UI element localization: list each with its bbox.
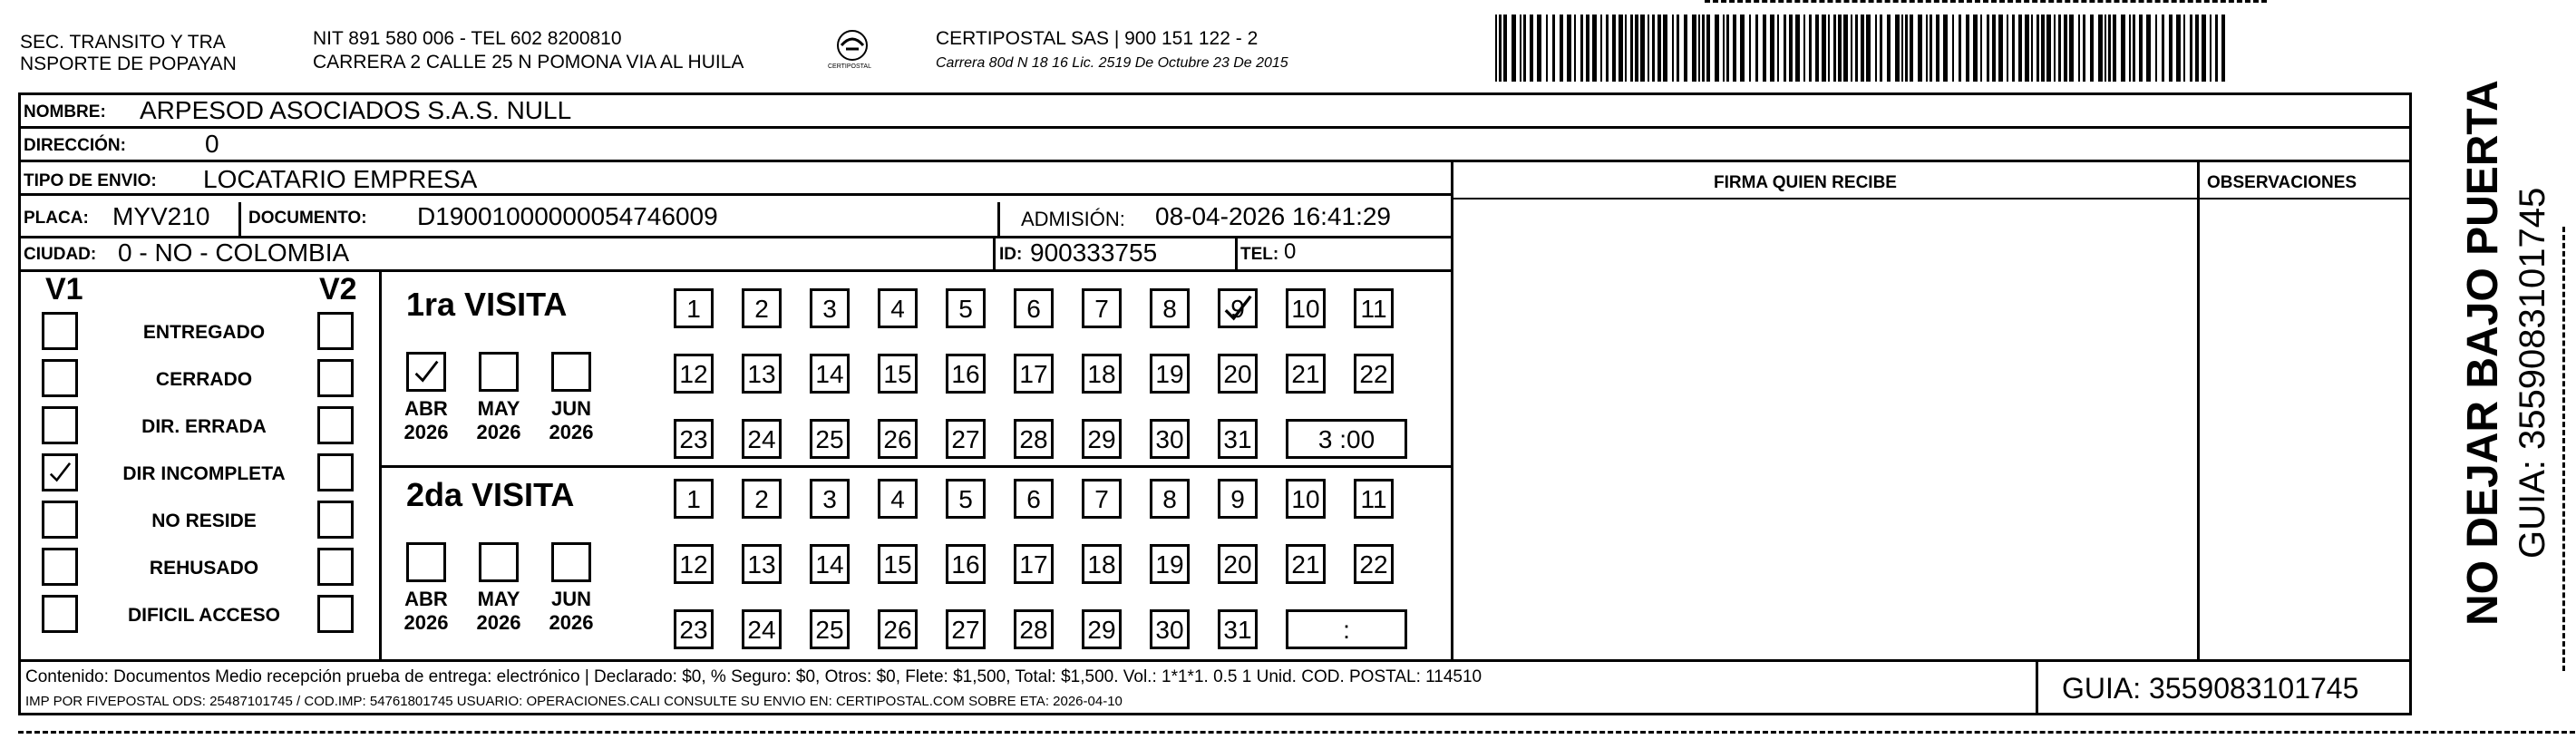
status-label: ENTREGADO	[142, 322, 266, 343]
side-guia: GUIA: 3559083101745	[2513, 187, 2552, 559]
day-box[interactable]: 13	[742, 354, 782, 394]
admision-value: 08-04-2026 16:41:29	[1155, 202, 1391, 230]
status-label: DIFICIL ACCESO	[127, 605, 280, 626]
day-box[interactable]: 20	[1218, 354, 1258, 394]
day-box[interactable]: 10	[1286, 288, 1326, 328]
day-box[interactable]: 23	[674, 609, 714, 649]
day-box[interactable]: 6	[1014, 479, 1054, 519]
day-box[interactable]: 30	[1150, 609, 1190, 649]
cut-line-side	[2562, 227, 2565, 671]
day-box[interactable]: 21	[1286, 354, 1326, 394]
tel-value: 0	[1284, 239, 1297, 264]
status-label: DIR. ERRADA	[141, 416, 267, 437]
month-checkbox[interactable]	[551, 542, 591, 582]
day-box[interactable]: 8	[1150, 288, 1190, 328]
documento-label: DOCUMENTO:	[248, 209, 367, 228]
day-box[interactable]: 25	[810, 609, 850, 649]
month-checkbox[interactable]	[406, 352, 446, 392]
day-box[interactable]: 28	[1014, 609, 1054, 649]
no-dejar-bajo-puerta: NO DEJAR BAJO PUERTA	[2459, 80, 2507, 626]
day-box[interactable]: 20	[1218, 544, 1258, 584]
time-box[interactable]: 3 :00	[1286, 419, 1407, 459]
month-year: 2026	[549, 611, 594, 634]
day-box[interactable]: 9	[1218, 479, 1258, 519]
day-box[interactable]: 17	[1014, 544, 1054, 584]
day-box[interactable]: 4	[878, 479, 918, 519]
day-box[interactable]: 12	[674, 354, 714, 394]
time-box[interactable]: :	[1286, 609, 1407, 649]
documento-value: D19001000000054746009	[417, 202, 718, 230]
tipo-envio-label: TIPO DE ENVIO:	[24, 171, 157, 190]
day-box[interactable]: 24	[742, 609, 782, 649]
day-box[interactable]: 24	[742, 419, 782, 459]
v2-checkbox[interactable]	[317, 406, 354, 444]
company-line: CERTIPOSTAL SAS | 900 151 122 - 2	[936, 28, 1259, 49]
day-box[interactable]: 10	[1286, 479, 1326, 519]
month-year: 2026	[403, 611, 449, 634]
month-checkbox[interactable]	[551, 352, 591, 392]
day-box[interactable]: 14	[810, 544, 850, 584]
ciudad-label: CIUDAD:	[24, 245, 97, 264]
day-box[interactable]: 14	[810, 354, 850, 394]
firma-header: FIRMA QUIEN RECIBE	[1714, 173, 1897, 192]
day-box[interactable]: 5	[946, 479, 986, 519]
day-box[interactable]: 12	[674, 544, 714, 584]
cut-line-bottom	[18, 731, 2575, 736]
v2-checkbox[interactable]	[317, 501, 354, 539]
day-box[interactable]: 26	[878, 419, 918, 459]
day-box[interactable]: 28	[1014, 419, 1054, 459]
v1-label: V1	[45, 272, 83, 306]
day-box[interactable]: 3	[810, 479, 850, 519]
day-check-mark	[1218, 288, 1258, 328]
day-box[interactable]: 22	[1354, 354, 1394, 394]
id-value: 900333755	[1030, 238, 1158, 267]
day-box[interactable]: 9	[1218, 288, 1258, 328]
v1-checkbox[interactable]	[42, 595, 78, 633]
nit-line: NIT 891 580 006 - TEL 602 8200810	[313, 28, 622, 49]
day-box[interactable]: 5	[946, 288, 986, 328]
barcode	[1492, 15, 2231, 82]
day-box[interactable]: 16	[946, 544, 986, 584]
day-box[interactable]: 3	[810, 288, 850, 328]
day-box[interactable]: 16	[946, 354, 986, 394]
visit2-title: 2da VISITA	[406, 476, 575, 513]
day-box[interactable]: 22	[1354, 544, 1394, 584]
status-label: NO RESIDE	[151, 511, 257, 531]
nombre-label: NOMBRE:	[24, 102, 106, 122]
day-box[interactable]: 13	[742, 544, 782, 584]
month-year: 2026	[549, 421, 594, 443]
ciudad-value: 0 - NO - COLOMBIA	[118, 238, 350, 267]
direccion-value: 0	[205, 130, 219, 158]
side-panel	[2407, 80, 2571, 653]
month-label: MAY	[477, 397, 520, 420]
v2-checkbox[interactable]	[317, 453, 354, 491]
license-line: Carrera 80d N 18 16 Lic. 2519 De Octubre 23 De 2015	[936, 55, 1288, 71]
day-box[interactable]: 11	[1354, 288, 1394, 328]
day-box[interactable]: 21	[1286, 544, 1326, 584]
month-checkbox[interactable]	[479, 352, 519, 392]
tel-label: TEL:	[1240, 245, 1279, 264]
month-year: 2026	[403, 421, 449, 443]
day-box[interactable]: 7	[1082, 479, 1122, 519]
day-box[interactable]: 31	[1218, 609, 1258, 649]
month-year: 2026	[476, 421, 521, 443]
day-box[interactable]: 26	[878, 609, 918, 649]
sender-line-1: SEC. TRANSITO Y TRA	[20, 32, 226, 53]
status-label: CERRADO	[155, 369, 253, 390]
day-box[interactable]: 31	[1218, 419, 1258, 459]
day-box[interactable]: 19	[1150, 544, 1190, 584]
day-box[interactable]: 11	[1354, 479, 1394, 519]
v1-checkbox[interactable]	[42, 501, 78, 539]
v1-checkbox[interactable]	[42, 453, 78, 491]
v2-checkbox[interactable]	[317, 312, 354, 350]
day-box[interactable]: 15	[878, 544, 918, 584]
visit1-title: 1ra VISITA	[406, 286, 568, 323]
day-box[interactable]: 27	[946, 419, 986, 459]
v2-label: V2	[319, 272, 357, 306]
v1-checkbox[interactable]	[42, 406, 78, 444]
contenido-line: Contenido: Documentos Medio recepción prueba de entrega: electrónico | Declarado: $0, % Seguro: $0, Otros: $0, Flete: $1,500, Total: $1,500. Vol.: 1*1*1. 0.5 1 Unid. COD. POSTAL: 114510	[25, 667, 1482, 686]
day-box[interactable]: 15	[878, 354, 918, 394]
tipo-envio-value: LOCATARIO EMPRESA	[203, 165, 478, 193]
month-label: JUN	[550, 588, 591, 610]
footer-guia: GUIA: 3559083101745	[2062, 672, 2359, 705]
day-box[interactable]: 17	[1014, 354, 1054, 394]
v2-checkbox[interactable]	[317, 548, 354, 586]
v1-checkbox[interactable]	[42, 359, 78, 397]
day-box[interactable]: 25	[810, 419, 850, 459]
month-label: MAY	[477, 588, 520, 610]
month-label: ABR	[404, 397, 448, 420]
month-label: ABR	[404, 588, 448, 610]
observaciones-header: OBSERVACIONES	[2207, 173, 2357, 192]
day-box[interactable]: 6	[1014, 288, 1054, 328]
imp-line: IMP POR FIVEPOSTAL ODS: 25487101745 / COD.IMP: 54761801745 USUARIO: OPERACIONES.CALI CONSULTE SU ENVIO EN: CERTIPOSTAL.COM SOBRE ETA: 2026-04-10	[25, 694, 1123, 709]
day-box[interactable]: 1	[674, 479, 714, 519]
day-box[interactable]: 4	[878, 288, 918, 328]
day-box[interactable]: 30	[1150, 419, 1190, 459]
placa-value: MYV210	[112, 202, 210, 230]
admision-label: ADMISIÓN:	[1021, 208, 1125, 230]
status-label: DIR INCOMPLETA	[122, 463, 286, 484]
cut-marks-top	[1705, 0, 2267, 10]
id-label: ID:	[999, 245, 1023, 264]
placa-label: PLACA:	[24, 209, 89, 228]
v1-checkbox[interactable]	[42, 548, 78, 586]
day-box[interactable]: 2	[742, 479, 782, 519]
day-box[interactable]: 29	[1082, 609, 1122, 649]
day-box[interactable]: 8	[1150, 479, 1190, 519]
day-box[interactable]: 7	[1082, 288, 1122, 328]
day-box[interactable]: 23	[674, 419, 714, 459]
v2-checkbox[interactable]	[317, 595, 354, 633]
day-box[interactable]: 29	[1082, 419, 1122, 459]
day-box[interactable]: 19	[1150, 354, 1190, 394]
direccion-label: DIRECCIÓN:	[24, 136, 126, 155]
day-box[interactable]: 2	[742, 288, 782, 328]
status-label: REHUSADO	[149, 558, 259, 579]
sender-line-2: NSPORTE DE POPAYAN	[20, 54, 237, 74]
day-box[interactable]: 27	[946, 609, 986, 649]
v1-checkbox[interactable]	[42, 312, 78, 350]
month-year: 2026	[476, 611, 521, 634]
certipostal-logo: CERTIPOSTAL	[821, 27, 884, 73]
month-checkbox[interactable]	[406, 542, 446, 582]
address-line: CARRERA 2 CALLE 25 N POMONA VIA AL HUILA	[313, 52, 744, 73]
nombre-value: ARPESOD ASOCIADOS S.A.S. NULL	[140, 96, 572, 124]
day-box[interactable]: 18	[1082, 544, 1122, 584]
v2-checkbox[interactable]	[317, 359, 354, 397]
day-box[interactable]: 18	[1082, 354, 1122, 394]
month-label: JUN	[550, 397, 591, 420]
month-checkbox[interactable]	[479, 542, 519, 582]
day-box[interactable]: 1	[674, 288, 714, 328]
